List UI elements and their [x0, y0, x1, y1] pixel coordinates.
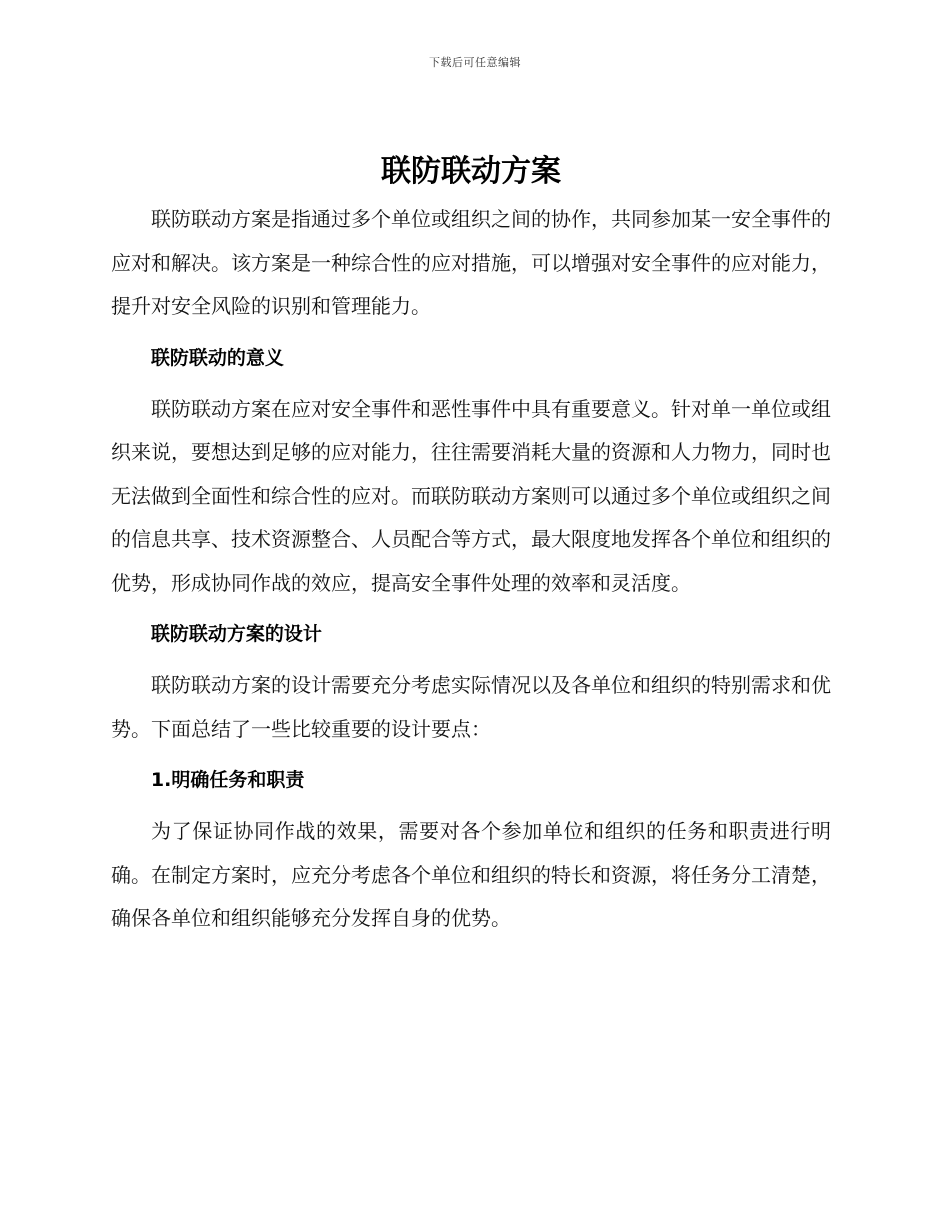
section-body-significance: 联防联动方案在应对安全事件和恶性事件中具有重要意义。针对单一单位或组织来说，要想达到足够的应对能力，往往需要消耗大量的资源和人力物力，同时也无法做到全面性和综合性的应对。而联防联动方案则可以通过多个单位或组织之间的信息共享、技术资源整合、人员配合等方式，最大限度地发挥各个单位和组织的优势，形成协同作战的效应，提高安全事件处理的效率和灵活度。	[111, 396, 831, 595]
section-body-design: 联防联动方案的设计需要充分考虑实际情况以及各单位和组织的特别需求和优势。下面总结了一些比较重要的设计要点：	[111, 673, 831, 741]
document-title: 联防联动方案	[381, 154, 561, 189]
section-body-tasks-duties: 为了保证协同作战的效果，需要对各个参加单位和组织的任务和职责进行明确。在制定方案时，应充分考虑各个单位和组织的特长和资源，将任务分工清楚，确保各单位和组织能够充分发挥自身的优势。	[111, 819, 831, 930]
document-content	[111, 146, 831, 941]
intro-paragraph: 联防联动方案是指通过多个单位或组织之间的协作，共同参加某一安全事件的应对和解决。该方案是一种综合性的应对措施，可以增强对安全事件的应对能力，提升对安全风险的识别和管理能力。	[111, 207, 831, 318]
section-heading-significance: 联防联动的意义	[150, 346, 284, 369]
section-heading-design: 联防联动方案的设计	[150, 623, 322, 645]
section-heading-tasks-duties: 1.明确任务和职责	[150, 769, 305, 791]
header-note: 下载后可任意编辑	[429, 56, 521, 69]
